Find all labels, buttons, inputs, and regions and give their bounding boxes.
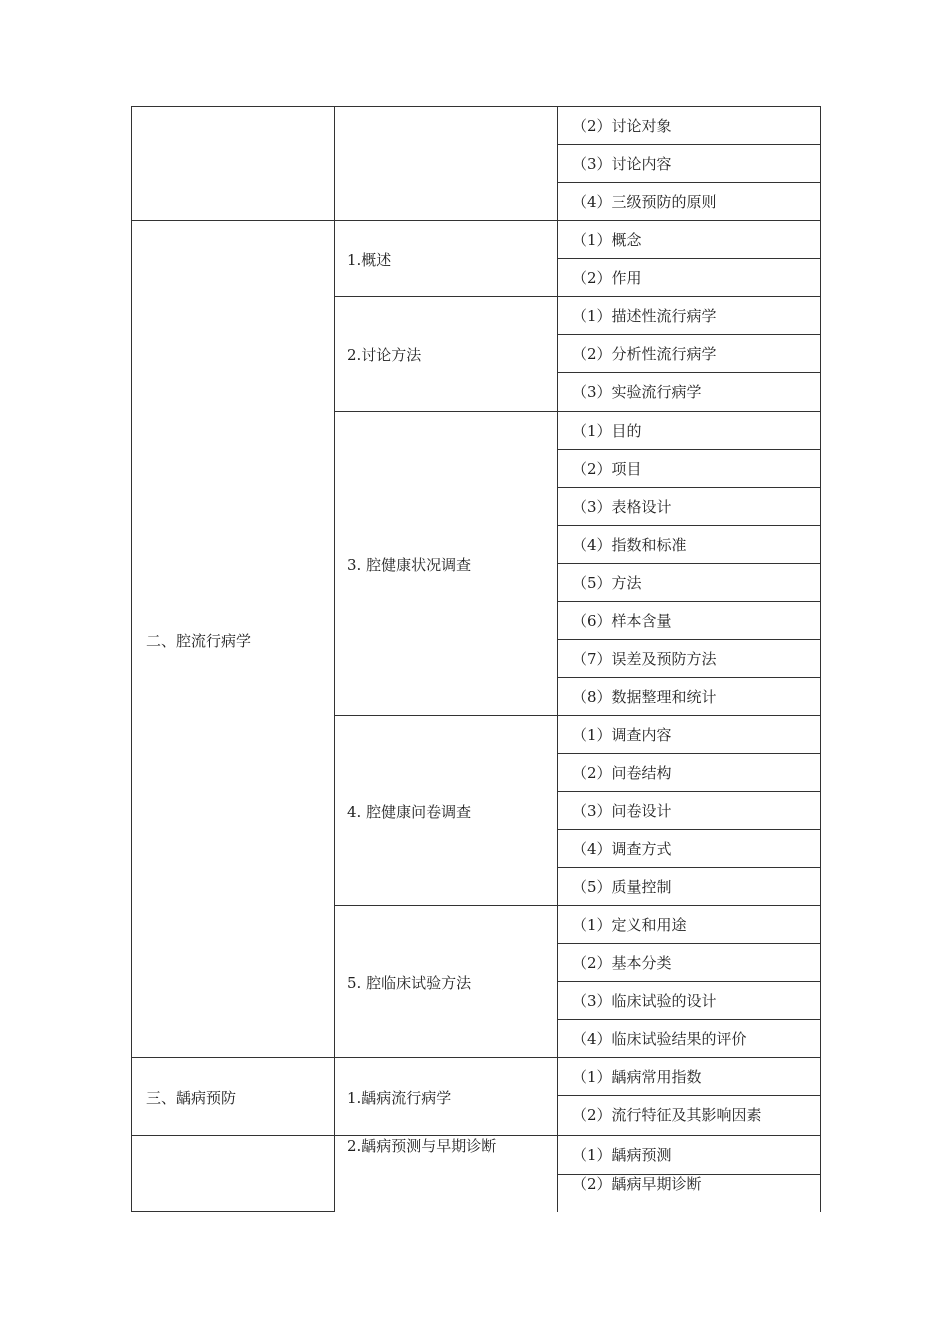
subtopic-item: （2）流行特征及其影响因素 <box>572 1106 762 1124</box>
topic-title: 1.龋病流行病学 <box>347 1089 452 1107</box>
row-line <box>557 601 821 602</box>
subtopic-item: （4）三级预防的原则 <box>572 193 717 211</box>
topic-title: 4. 腔健康问卷调查 <box>347 803 472 821</box>
subtopic-item: （4）指数和标准 <box>572 536 687 554</box>
subtopic-item: （2）基本分类 <box>572 954 672 972</box>
row-line <box>557 144 821 145</box>
subtopic-item: （2）作用 <box>572 269 642 287</box>
column-line <box>820 106 821 1212</box>
row-line <box>557 1019 821 1020</box>
row-line <box>557 639 821 640</box>
row-line <box>334 411 821 412</box>
subtopic-item: （1）龋病预测 <box>572 1146 672 1164</box>
subtopic-item: （1）龋病常用指数 <box>572 1068 702 1086</box>
row-line <box>557 867 821 868</box>
row-line <box>132 1135 821 1136</box>
row-line <box>334 715 821 716</box>
row-line <box>557 791 821 792</box>
subtopic-item: （6）样本含量 <box>572 612 672 630</box>
row-line <box>557 981 821 982</box>
row-line <box>557 449 821 450</box>
subtopic-item: （2）问卷结构 <box>572 764 672 782</box>
row-line <box>557 1095 821 1096</box>
subtopic-item: （3）问卷设计 <box>572 802 672 820</box>
row-line <box>334 905 821 906</box>
topic-title: 2.龋病预测与早期诊断 <box>347 1137 497 1155</box>
subtopic-item: （3）实验流行病学 <box>572 383 702 401</box>
row-line <box>557 525 821 526</box>
topic-title: 2.讨论方法 <box>347 346 422 364</box>
topic-title: 5. 腔临床试验方法 <box>347 974 472 992</box>
row-line <box>557 677 821 678</box>
row-line <box>557 563 821 564</box>
row-line <box>557 943 821 944</box>
topic-title: 3. 腔健康状况调查 <box>347 556 472 574</box>
subtopic-item: （1）描述性流行病学 <box>572 307 717 325</box>
subtopic-item: （1）概念 <box>572 231 642 249</box>
subtopic-item: （8）数据整理和统计 <box>572 688 717 706</box>
section-title: 三、龋病预防 <box>146 1089 237 1107</box>
subtopic-item: （2）讨论对象 <box>572 117 672 135</box>
topic-title: 1.概述 <box>347 251 392 269</box>
column-line <box>131 106 132 1212</box>
subtopic-item: （1）定义和用途 <box>572 916 687 934</box>
subtopic-item: （5）质量控制 <box>572 878 672 896</box>
row-line <box>557 753 821 754</box>
row-line <box>557 829 821 830</box>
subtopic-item: （4）调查方式 <box>572 840 672 858</box>
section-title: 二、腔流行病学 <box>146 632 252 650</box>
subtopic-item: （2）龋病早期诊断 <box>572 1175 702 1193</box>
row-line <box>334 296 821 297</box>
subtopic-item: （4）临床试验结果的评价 <box>572 1030 747 1048</box>
row-line <box>132 106 821 107</box>
column-line <box>557 106 558 1212</box>
subtopic-item: （2）分析性流行病学 <box>572 345 717 363</box>
subtopic-item: （5）方法 <box>572 574 642 592</box>
subtopic-item: （3）讨论内容 <box>572 155 672 173</box>
subtopic-item: （3）表格设计 <box>572 498 672 516</box>
row-line <box>132 1057 821 1058</box>
subtopic-item: （3）临床试验的设计 <box>572 992 717 1010</box>
subtopic-item: （1）调查内容 <box>572 726 672 744</box>
row-line <box>132 220 821 221</box>
subtopic-item: （7）误差及预防方法 <box>572 650 717 668</box>
row-line <box>557 258 821 259</box>
row-line <box>557 334 821 335</box>
row-line <box>557 182 821 183</box>
column-line <box>334 106 335 1212</box>
subtopic-item: （2）项目 <box>572 460 642 478</box>
row-line <box>557 487 821 488</box>
row-line <box>557 372 821 373</box>
subtopic-item: （1）目的 <box>572 422 642 440</box>
row-line <box>132 1211 335 1212</box>
